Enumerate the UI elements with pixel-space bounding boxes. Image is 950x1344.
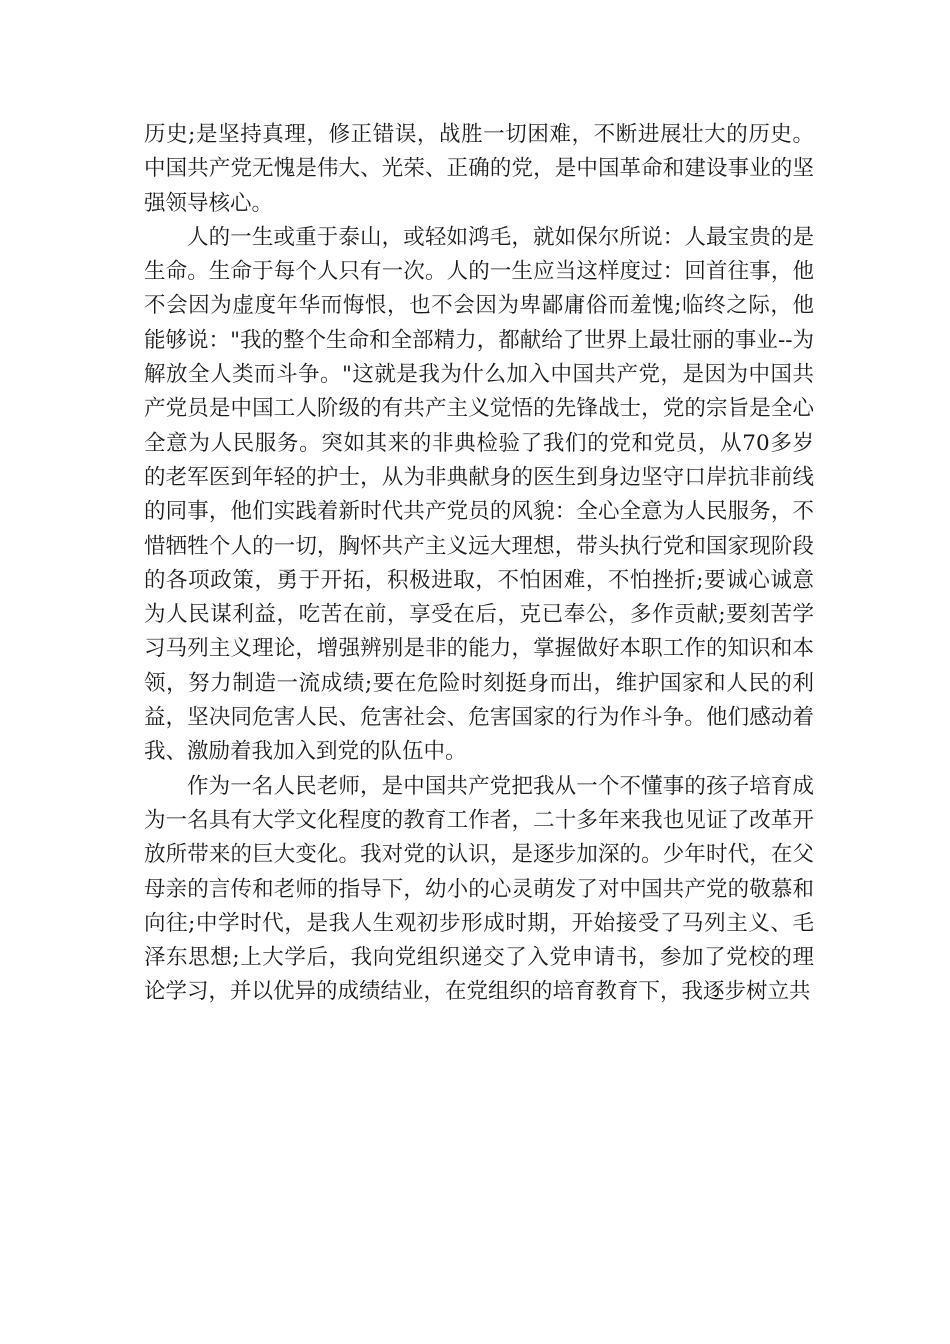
paragraph-teacher: 作为一名人民老师，是中国共产党把我从一个不懂事的孩子培育成为一名具有大学文化程度的教育工作者，二十多年来我也见证了改革开放所带来的巨大变化。我对党的认识，是逐步加深的。少年时代，在父母亲的言传和老师的指导下，幼小的心灵萌发了对中国共产党的敬慕和向往;中学时代，是我人生观初步形成时期，开始接受了马列主义、毛泽东思想;上大学后，我向党组织递交了入党申请书，参加了党校的理论学习，并以优异的成绩结业，在党组织的培育教育下，我逐步树立共 — [144, 773, 814, 1005]
document-body — [144, 118, 814, 1010]
paragraph-continuation: 历史;是坚持真理，修正错误，战胜一切困难，不断进展壮大的历史。中国共产党无愧是伟大、光荣、正确的党，是中国革命和建设事业的坚强领导核心。 — [144, 122, 814, 216]
paragraph-life-meaning: 人的一生或重于泰山，或轻如鸿毛，就如保尔所说：人最宝贵的是生命。生命于每个人只有一次。人的一生应当这样度过：回首往事，他不会因为虚度年华而悔恨，也不会因为卑鄙庸俗而羞愧;临终之际，他能够说："我的整个生命和全部精力，都献给了世界上最壮丽的事业--为解放全人类而斗争。"这就是我为什么加入中国共产党，是因为中国共产党员是中国工人阶级的有共产主义觉悟的先锋战士，党的宗旨是全心全意为人民服务。突如其来的非典检验了我们的党和党员，从70多岁的老军医到年轻的护士，从为非典献身的医生到身边坚守口岸抗非前线的同事，他们实践着新时代共产党员的风貌：全心全意为人民服务，不惜牺牲个人的一切，胸怀共产主义远大理想，带头执行党和国家现阶段的各项政策，勇于开拓，积极进取，不怕困难，不怕挫折;要诚心诚意为人民谋利益，吃苦在前，享受在后，克已奉公，多作贡献;要刻苦学习马列主义理论，增强辨别是非的能力，掌握做好本职工作的知识和本领，努力制造一流成绩;要在危险时刻挺身而出，维护国家和人民的利益，坚决同危害人民、危害社会、危害国家的行为作斗争。他们感动着我、激励着我加入到党的队伍中。 — [144, 224, 814, 765]
